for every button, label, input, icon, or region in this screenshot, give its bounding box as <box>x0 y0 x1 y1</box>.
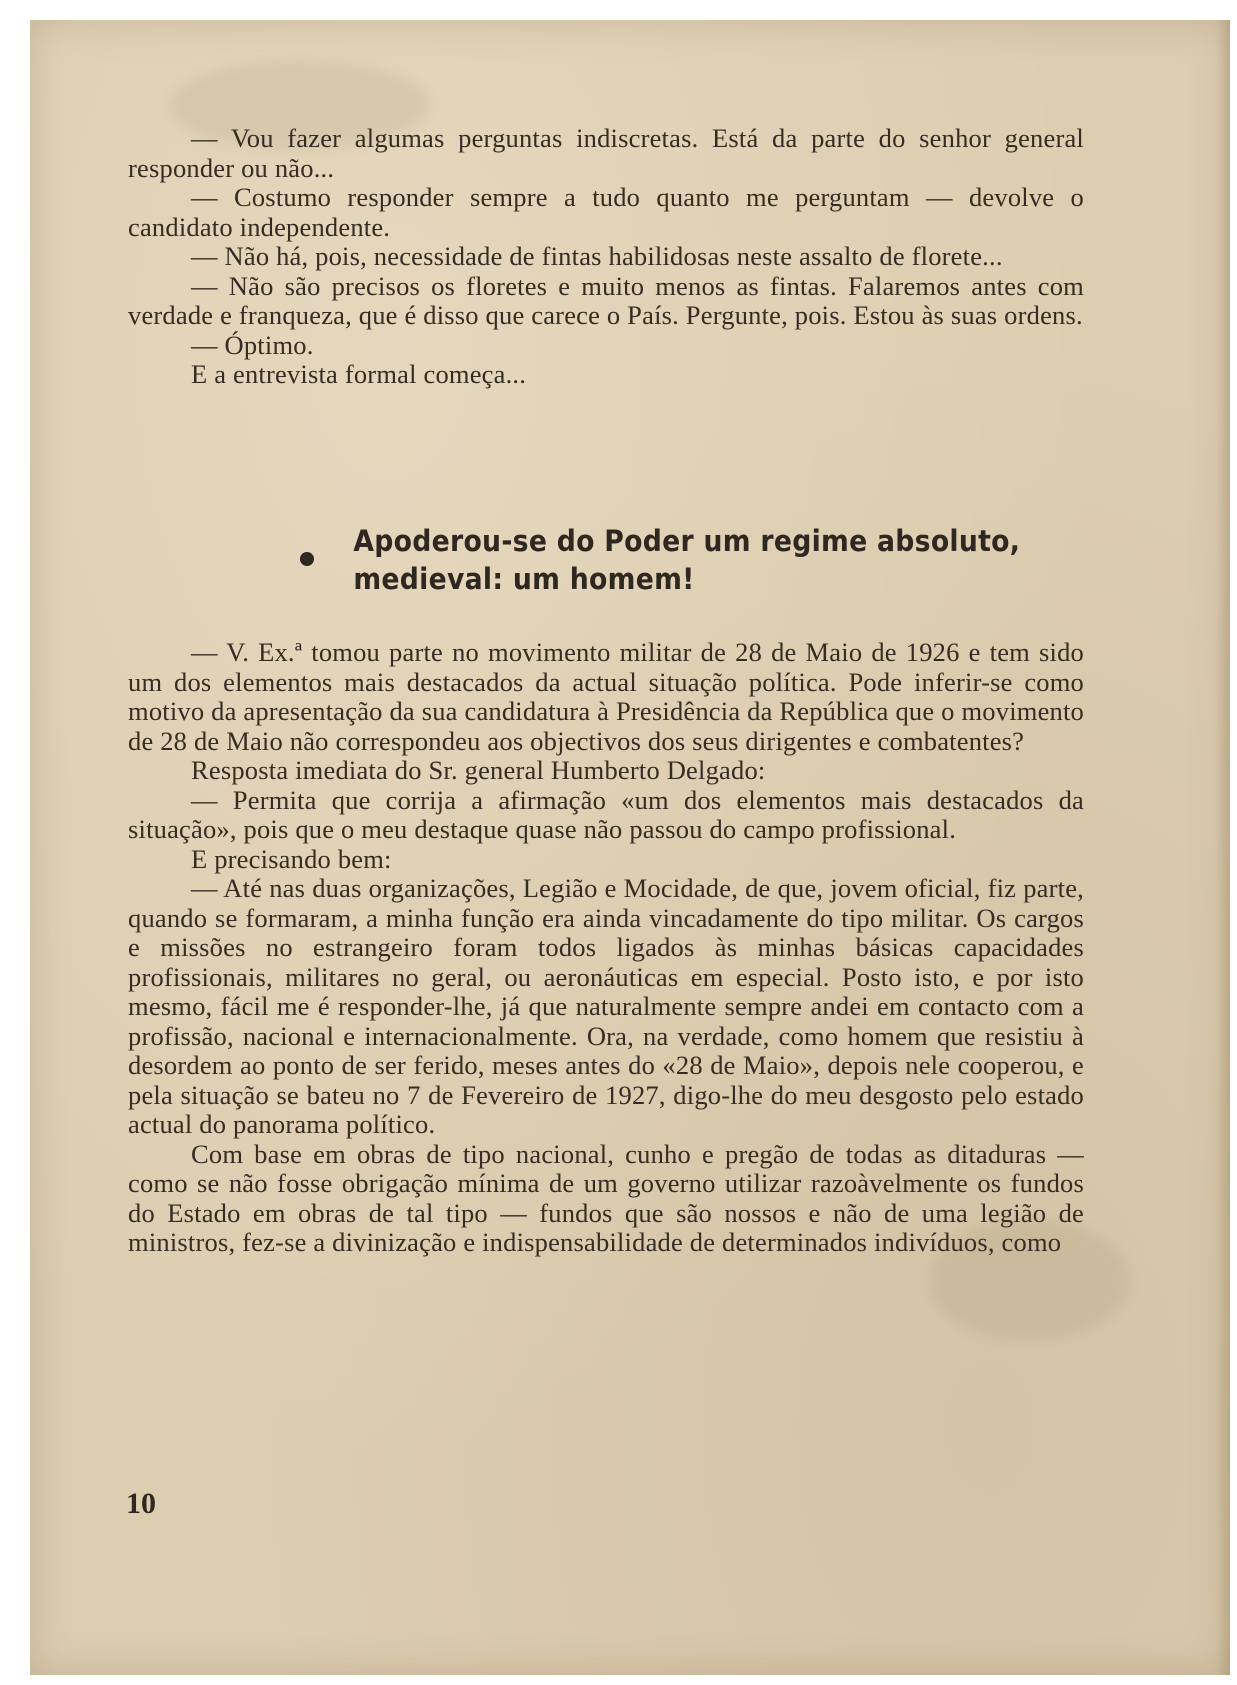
section-heading-line-1: Apoderou-se do Poder um regime absoluto, <box>353 524 1021 558</box>
paragraph: — Não são precisos os floretes e muito menos as fintas. Falaremos antes com verdade e franqueza, que é disso que carece o País. Pergunte, pois. Estou às suas ordens. <box>128 270 1084 330</box>
page-number: 10 <box>126 1487 156 1520</box>
section-heading <box>300 522 1036 598</box>
paragraph: — V. Ex.ª tomou parte no movimento militar de 28 de Maio de 1926 e tem sido um dos elementos mais destacados da actual situação política. Pode inferir-se como motivo da apresentação da sua candidatura à Presidência da República que o movimento de 28 de Maio não correspondeu aos objectivos dos seus dirigentes e combatentes? <box>128 637 1084 756</box>
section-heading-line-2: medieval: um homem! <box>353 562 695 596</box>
paragraph: E a entrevista formal começa... <box>191 359 527 389</box>
paragraph: — Costumo responder sempre a tudo quanto me perguntam — devolve o candidato independente. <box>128 182 1084 242</box>
paragraph: — Vou fazer algumas perguntas indiscretas. Está da parte do senhor general responder ou não... <box>128 123 1084 183</box>
page-edge-shadow <box>1216 20 1230 1675</box>
paragraph: — Até nas duas organizações, Legião e Mocidade, de que, jovem oficial, fiz parte, quando se formaram, a minha função era ainda vincadamente do tipo militar. Os cargos e missões no estrangeiro foram todos ligados às minhas básicas capacidades profissionais, militares no geral, ou aeronáuticas em especial. Posto isto, e por isto mesmo, fácil me é responder-lhe, já que naturalmente sempre andei em contacto com a profissão, nacional e internacionalmente. Ora, na verdade, como homem que resistiu à desordem ao ponto de ser ferido, meses antes do «28 de Maio», depois nele cooperou, e pela situação se bateu no 7 de Fevereiro de 1927, digo-lhe do meu desgosto pelo estado actual do panorama político. <box>128 873 1084 1139</box>
paragraph: — Não há, pois, necessidade de fintas habilidosas neste assalto de florete... <box>191 241 1003 271</box>
paragraph: — Permita que corrija a afirmação «um dos elementos mais destacados da situação», pois que o meu destaque quase não passou do campo profissional. <box>128 784 1084 844</box>
paragraph: — Óptimo. <box>191 329 314 360</box>
interview-body <box>128 638 1084 1258</box>
paragraph: E precisando bem: <box>191 843 392 874</box>
paragraph: Resposta imediata do Sr. general Humberto Delgado: <box>191 755 766 785</box>
interview-intro <box>128 124 1084 390</box>
paragraph: Com base em obras de tipo nacional, cunho e pregão de todas as ditaduras — como se não fosse obrigação mínima de um governo utilizar razoàvelmente os fundos do Estado em obras de tal tipo — fundos que são nossos e não de uma legião de ministros, fez-se a divinização e indispensabilidade de determinados indivíduos, como <box>128 1138 1084 1257</box>
